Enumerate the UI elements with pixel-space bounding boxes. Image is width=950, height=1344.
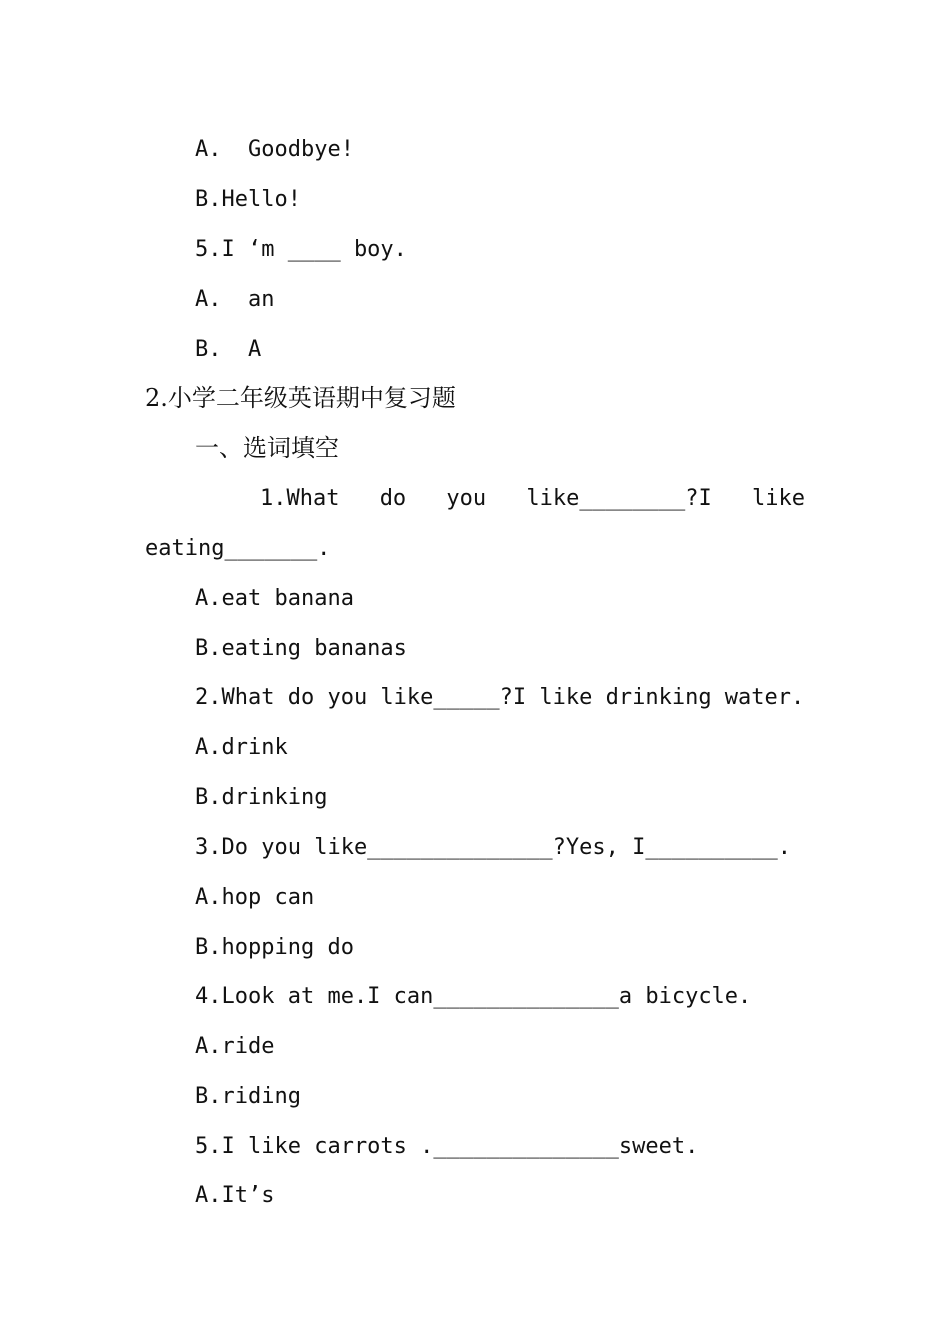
q1-word: you <box>446 486 487 511</box>
q1-word: like________?I <box>526 486 712 511</box>
option-b-hello: B.Hello! <box>195 187 301 212</box>
option-a-hop-can: A.hop can <box>195 885 315 910</box>
question-5-boy: 5.I ‘m ____ boy. <box>195 237 407 262</box>
option-a-its: A.It’s <box>195 1183 275 1208</box>
q1-word: like <box>751 486 805 511</box>
question-2: 2.What do you like_____?I like drinking water. <box>195 685 805 710</box>
question-5-carrots: 5.I like carrots .______________sweet. <box>195 1134 699 1159</box>
option-b-hopping-do: B.hopping do <box>195 935 354 960</box>
option-b-drinking: B.drinking <box>195 785 328 810</box>
question-4: 4.Look at me.I can______________a bicycle. <box>195 984 752 1009</box>
option-b-eating-bananas: B.eating bananas <box>195 636 407 661</box>
subsection-title: 一、选词填空 <box>195 434 339 462</box>
q1-word: 1.What <box>260 486 340 511</box>
option-a-goodbye: A. Goodbye! <box>195 137 354 162</box>
option-a-eat-banana: A.eat banana <box>195 586 354 611</box>
option-b-a: B. A <box>195 337 262 362</box>
option-a-ride: A.ride <box>195 1034 275 1059</box>
option-b-riding: B.riding <box>195 1084 301 1109</box>
option-a-drink: A.drink <box>195 735 288 760</box>
question-1-line <box>260 484 805 514</box>
question-3: 3.Do you like______________?Yes, I__________. <box>195 835 792 860</box>
section-heading: 2.小学二年级英语期中复习题 <box>145 384 456 412</box>
question-1-continuation: eating_______. <box>145 536 331 561</box>
option-a-an: A. an <box>195 287 275 312</box>
q1-word: do <box>379 486 407 511</box>
